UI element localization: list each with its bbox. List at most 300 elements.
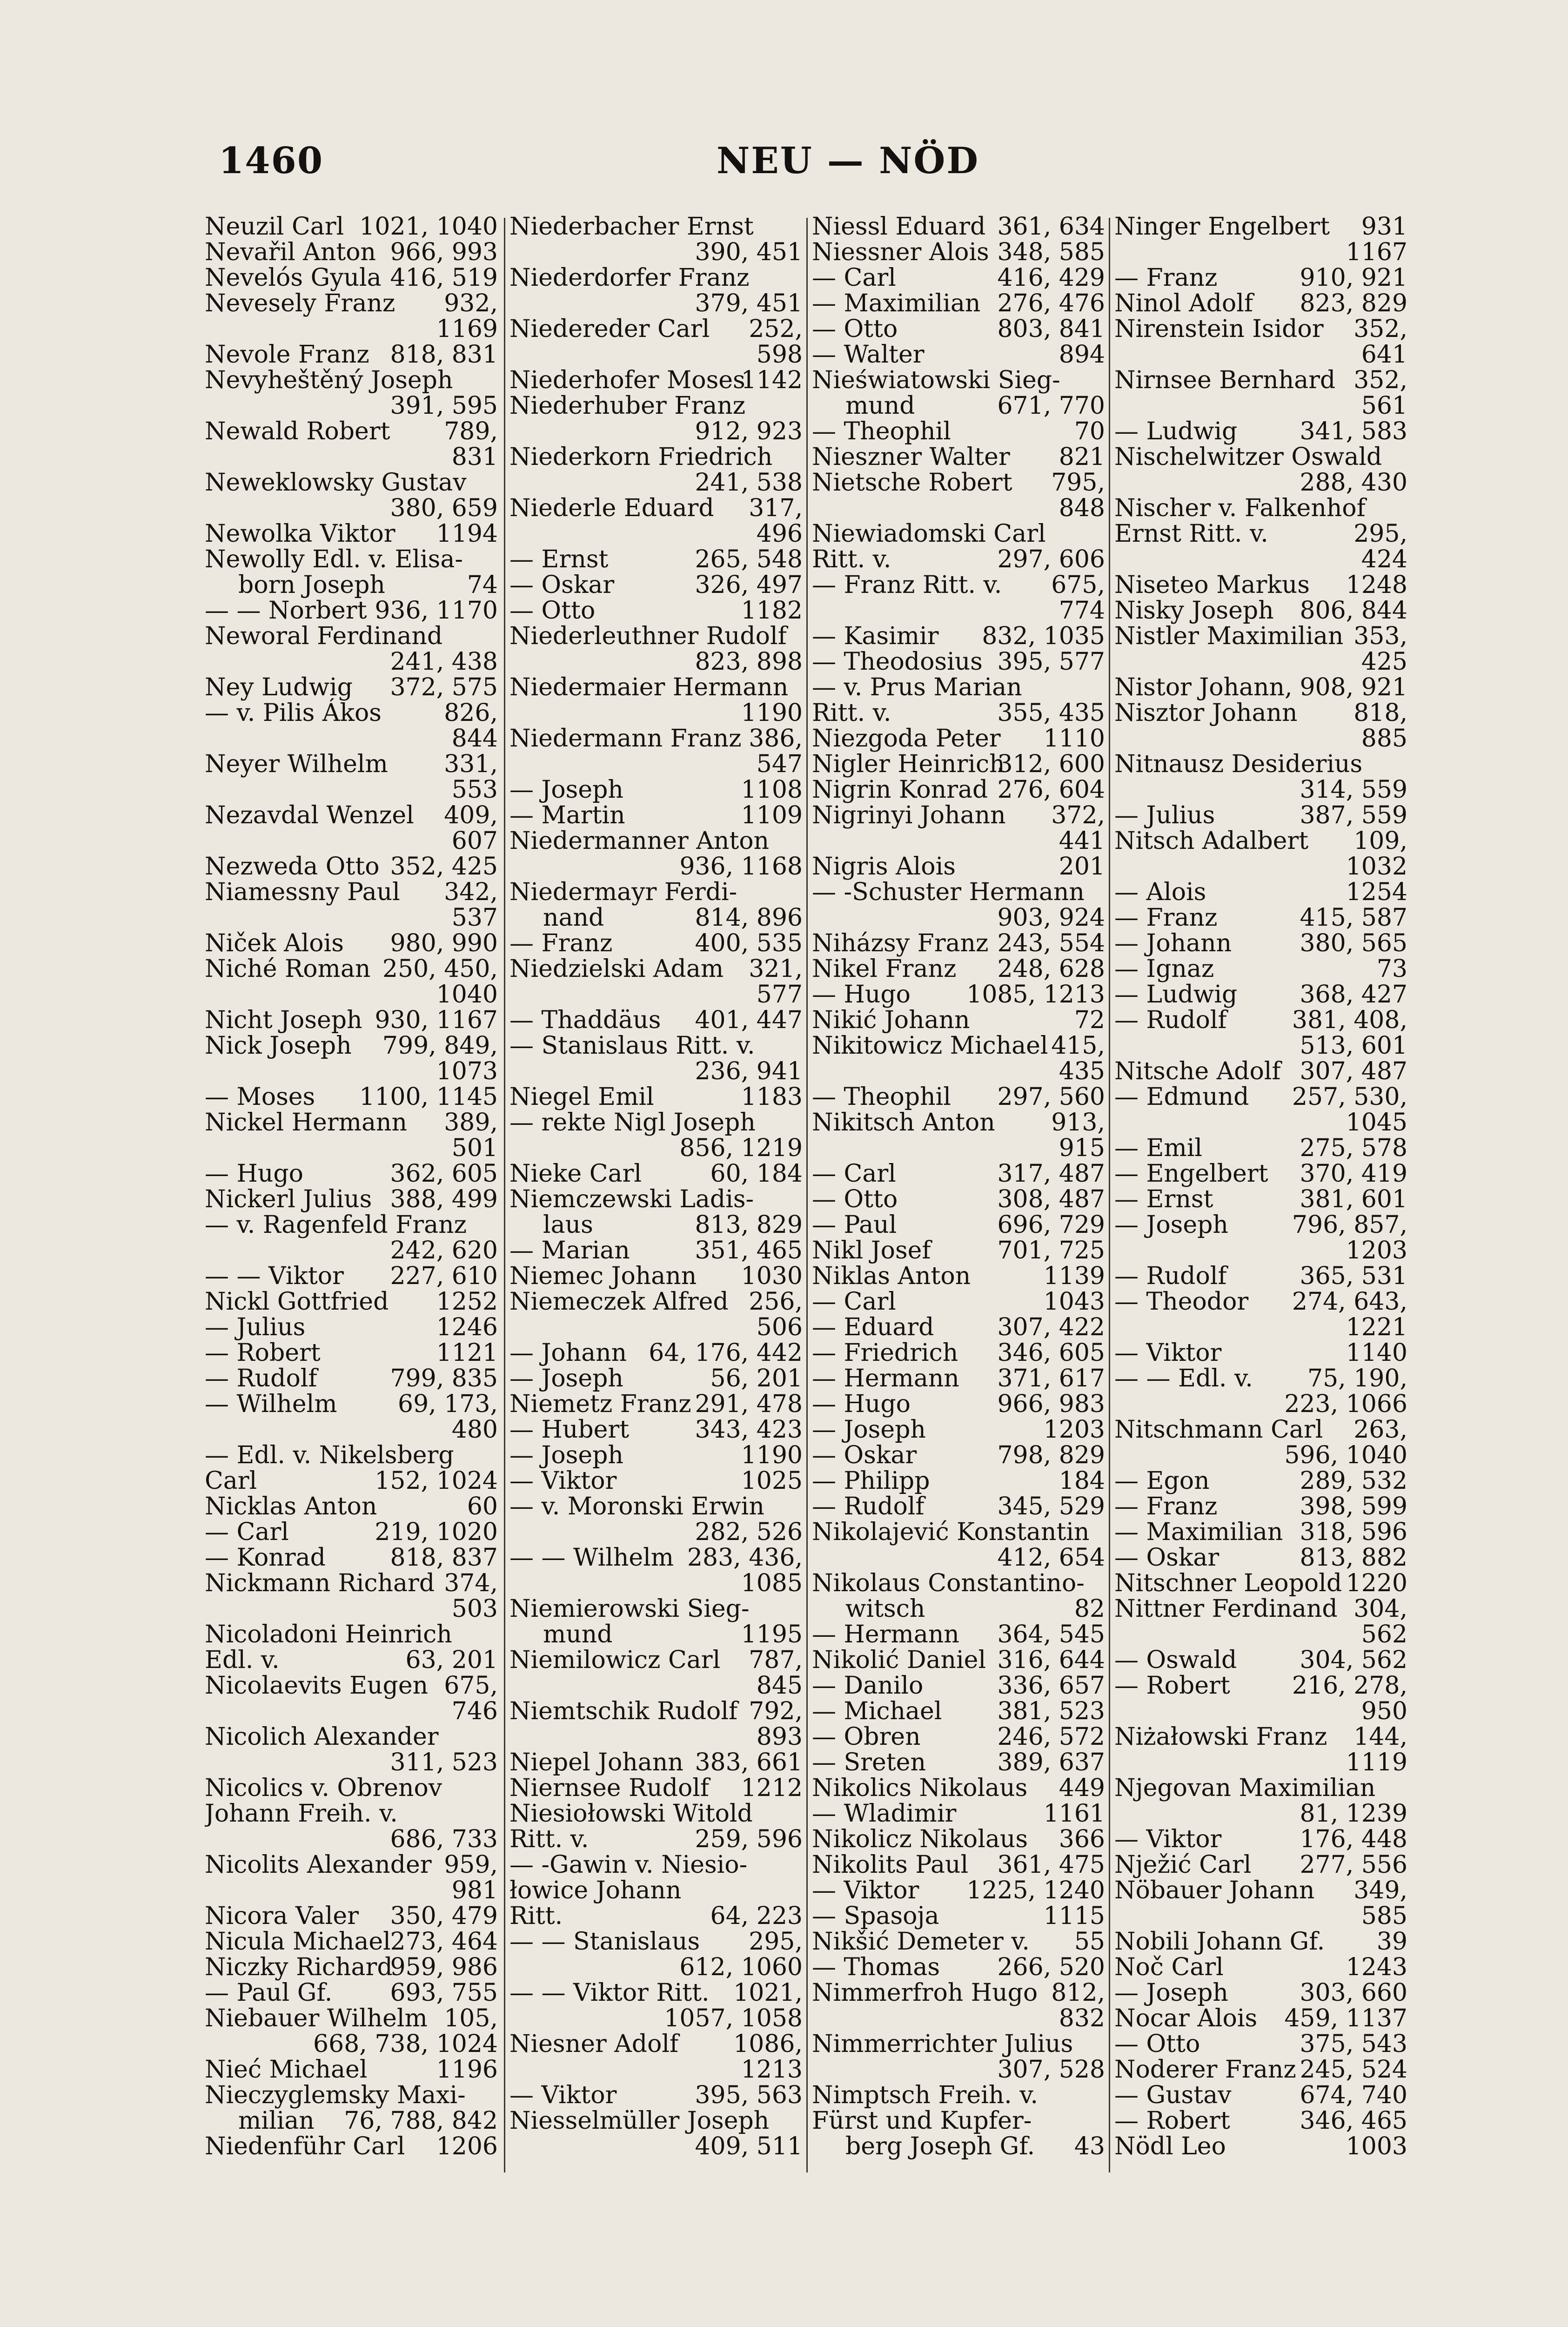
entry-name: Niedermayr Ferdi-: [509, 878, 737, 906]
entry-page-refs: 598: [756, 341, 803, 369]
entry-page-refs: 1225, 1240: [966, 1876, 1105, 1904]
index-entry: [812, 265, 1105, 291]
entry-page-refs: 931: [1361, 214, 1407, 241]
entry-page-refs: 668, 738, 1024: [313, 2030, 498, 2058]
index-entry: [812, 1903, 1105, 1929]
entry-name: Niessner Alois: [812, 238, 989, 266]
entry-page-refs: 70: [1074, 417, 1105, 445]
index-entry: [205, 1264, 498, 1289]
entry-name: — Edl. v. Nikelsberg: [205, 1441, 454, 1469]
entry-name: — -Gawin v. Niesio-: [509, 1851, 748, 1879]
index-entry: [812, 2006, 1105, 2031]
entry-name: — Hermann: [812, 1621, 959, 1648]
index-entry: [509, 956, 803, 982]
entry-page-refs: 696, 729: [997, 1211, 1105, 1239]
index-entry: [205, 1750, 498, 1776]
entry-name: Niché Roman: [205, 955, 371, 983]
entry-name: — Ernst: [509, 545, 609, 573]
entry-name: Niederbacher Ernst: [509, 214, 754, 241]
entry-name: Nicolaevits Eugen: [205, 1672, 429, 1700]
entry-page-refs: 265, 548: [695, 545, 803, 573]
entry-name: Niedermanner Anton: [509, 827, 770, 855]
index-entry: [1114, 1980, 1407, 2006]
index-entry: [812, 2083, 1105, 2108]
entry-page-refs: 537: [451, 904, 498, 932]
entry-name: — Maximilian: [1114, 1518, 1283, 1546]
index-entry: [205, 1008, 498, 1033]
entry-page-refs: 1243: [1346, 1953, 1407, 1981]
entry-name: Ernst Ritt. v.: [1114, 520, 1268, 548]
index-entry: [812, 444, 1105, 470]
entry-name: witsch: [845, 1595, 925, 1623]
entry-page-refs: 252,: [749, 315, 803, 343]
entry-name: Nickel Hermann: [205, 1109, 407, 1137]
entry-page-refs: 370, 419: [1300, 1160, 1407, 1188]
entry-page-refs: 823, 829: [1300, 289, 1407, 317]
index-entry: [812, 496, 1105, 521]
entry-page-refs: 283, 436,: [687, 1544, 803, 1572]
index-entry: [205, 1622, 498, 1648]
entry-name: Niemeczek Alfred: [509, 1288, 729, 1316]
entry-page-refs: 675,: [444, 1672, 498, 1700]
index-entry: [205, 1903, 498, 1929]
index-entry: [509, 2006, 803, 2031]
entry-name: Nittner Ferdinand: [1114, 1595, 1338, 1623]
entry-page-refs: 795,: [1051, 469, 1105, 497]
index-entry: [509, 1238, 803, 1264]
entry-name: Niezgoda Peter: [812, 725, 1001, 753]
entry-page-refs: 903, 924: [997, 904, 1105, 932]
index-entry: [812, 1980, 1105, 2006]
entry-page-refs: 1025: [741, 1467, 803, 1495]
entry-page-refs: 561: [1361, 392, 1407, 420]
entry-page-refs: 276, 476: [997, 289, 1105, 317]
entry-name: Nitnausz Desiderius: [1114, 750, 1363, 778]
index-entry: [205, 1443, 498, 1468]
index-entry: [205, 240, 498, 265]
index-entry: [812, 1596, 1105, 1622]
entry-name: Niesiołowski Witold: [509, 1800, 753, 1828]
entry-name: — Marian: [509, 1237, 630, 1264]
index-entry: [812, 1110, 1105, 1136]
entry-name: Niczky Richard: [205, 1953, 393, 1981]
entry-name: — — Wilhelm: [509, 1544, 674, 1572]
index-entry: [1114, 368, 1407, 393]
index-entry: [1114, 905, 1407, 931]
index-entry: [812, 1468, 1105, 1494]
entry-page-refs: 236, 941: [695, 1057, 803, 1085]
index-entry: [812, 393, 1105, 419]
index-entry: [1114, 1673, 1407, 1699]
index-entry: [509, 1980, 803, 2006]
index-entry: [812, 649, 1105, 675]
index-entry: [812, 1545, 1105, 1571]
entry-page-refs: 288, 430: [1300, 469, 1407, 497]
index-entry: [1114, 2083, 1407, 2108]
entry-page-refs: 380, 565: [1300, 929, 1407, 957]
entry-page-refs: 348, 585: [997, 238, 1105, 266]
entry-name: Nezavdal Wenzel: [205, 801, 414, 829]
entry-page-refs: 308, 487: [997, 1185, 1105, 1213]
index-entry: [205, 316, 498, 342]
entry-name: Nieczyglemsky Maxi-: [205, 2081, 466, 2109]
entry-page-refs: 1030: [741, 1262, 803, 1290]
entry-page-refs: 1212: [741, 1774, 803, 1802]
index-entry: [1114, 547, 1407, 572]
index-entry: [812, 1699, 1105, 1724]
entry-name: — Spasoja: [812, 1902, 939, 1930]
entry-page-refs: 612, 1060: [679, 1953, 803, 1981]
entry-page-refs: 266, 520: [997, 1953, 1105, 1981]
index-entry: [509, 368, 803, 393]
entry-name: Niemetz Franz: [509, 1390, 691, 1418]
entry-name: Nigrinyi Johann: [812, 801, 1006, 829]
index-entry: [1114, 2031, 1407, 2057]
entry-page-refs: 675,: [1051, 571, 1105, 599]
entry-name: Nimmerrichter Julius: [812, 2030, 1073, 2058]
entry-page-refs: 959, 986: [390, 1953, 498, 1981]
index-entry: [812, 368, 1105, 393]
index-entry: [812, 726, 1105, 752]
index-entry: [205, 1366, 498, 1392]
entry-page-refs: 553: [451, 776, 498, 804]
entry-page-refs: 257, 530,: [1292, 1083, 1407, 1111]
entry-name: Nick Joseph: [205, 1032, 352, 1060]
entry-page-refs: 1086,: [733, 2030, 803, 2058]
index-entry: [205, 956, 498, 982]
entry-page-refs: 798, 829: [997, 1441, 1105, 1469]
entry-name: Nieszner Walter: [812, 443, 1010, 471]
entry-page-refs: 386,: [749, 725, 803, 753]
entry-page-refs: 893: [756, 1723, 803, 1751]
index-entry: [812, 880, 1105, 905]
entry-name: Niederle Eduard: [509, 494, 714, 522]
index-entry: [812, 1878, 1105, 1903]
entry-name: Nickl Gottfried: [205, 1288, 389, 1316]
entry-name: — Theodor: [1114, 1288, 1249, 1316]
entry-name: Nicolich Alexander: [205, 1723, 439, 1751]
index-entry: [812, 1750, 1105, 1776]
entry-page-refs: 980, 990: [390, 929, 498, 957]
entry-page-refs: 1190: [741, 699, 803, 727]
entry-page-refs: 152, 1024: [375, 1467, 498, 1495]
entry-page-refs: 459, 1137: [1284, 2004, 1407, 2032]
index-entry: [812, 1392, 1105, 1417]
entry-name: — Rudolf: [812, 1493, 925, 1520]
index-entry: [509, 880, 803, 905]
entry-page-refs: 674, 740: [1300, 2081, 1407, 2109]
entry-name: — Ignaz: [1114, 955, 1214, 983]
entry-page-refs: 441: [1059, 827, 1105, 855]
entry-name: Nickmann Richard: [205, 1569, 435, 1597]
entry-name: Nicolits Alexander: [205, 1851, 432, 1879]
index-entry: [509, 1852, 803, 1878]
entry-page-refs: 282, 526: [695, 1518, 803, 1546]
entry-page-refs: 375, 543: [1300, 2030, 1407, 2058]
entry-name: — Danilo: [812, 1672, 924, 1700]
index-entry: [205, 470, 498, 496]
index-entry: [509, 1315, 803, 1340]
index-entry: [509, 1545, 803, 1571]
entry-name: Neworal Ferdinand: [205, 622, 443, 650]
entry-page-refs: 391, 595: [390, 392, 498, 420]
entry-name: Nischelwitzer Oswald: [1114, 443, 1382, 471]
entry-page-refs: 250, 450,: [382, 955, 498, 983]
index-entry: [509, 624, 803, 649]
index-entry: [205, 342, 498, 368]
entry-page-refs: 789,: [444, 417, 498, 445]
entry-name: łowice Johann: [509, 1876, 682, 1904]
index-entry: [1114, 393, 1407, 419]
entry-name: Niederdorfer Franz: [509, 264, 750, 292]
column-3: [812, 214, 1105, 2187]
entry-name: Nicora Valer: [205, 1902, 359, 1930]
index-entry: [1114, 521, 1407, 547]
entry-name: Ritt.: [509, 1902, 563, 1930]
index-entry: [812, 1673, 1105, 1699]
index-entry: [509, 1801, 803, 1827]
entry-page-refs: 295,: [1354, 520, 1407, 548]
index-entry: [205, 1084, 498, 1110]
entry-page-refs: 1161: [1043, 1800, 1105, 1828]
index-entry: [1114, 1571, 1407, 1596]
entry-name: Newolly Edl. v. Elisa-: [205, 545, 463, 573]
index-entry: [205, 1545, 498, 1571]
index-entry: [812, 2134, 1105, 2159]
index-entry: [1114, 1264, 1407, 1289]
entry-name: — Joseph: [509, 1441, 623, 1469]
entry-page-refs: 400, 535: [695, 929, 803, 957]
entry-page-refs: 81, 1239: [1300, 1800, 1407, 1828]
entry-page-refs: 424: [1361, 545, 1407, 573]
index-entry: [1114, 1161, 1407, 1187]
entry-page-refs: 312, 600: [997, 750, 1105, 778]
index-entry: [812, 1929, 1105, 1955]
index-entry: [1114, 1212, 1407, 1238]
index-entry: [812, 956, 1105, 982]
index-entry: [1114, 1443, 1407, 1468]
index-entry: [509, 1059, 803, 1084]
index-entry: [1114, 470, 1407, 496]
index-entry: [812, 1494, 1105, 1520]
entry-name: berg Joseph Gf.: [845, 2132, 1035, 2160]
index-entry: [205, 265, 498, 291]
index-entry: [509, 1750, 803, 1776]
entry-name: — Ludwig: [1114, 981, 1238, 1009]
entry-page-refs: 1040: [436, 981, 498, 1009]
entry-name: Nigris Alois: [812, 853, 956, 881]
entry-page-refs: 449: [1059, 1774, 1105, 1802]
index-entry: [1114, 1340, 1407, 1366]
index-entry: [1114, 291, 1407, 316]
entry-page-refs: 352,: [1354, 366, 1407, 394]
entry-name: Nicht Joseph: [205, 1006, 362, 1034]
entry-name: — Otto: [509, 597, 596, 625]
entry-name: — Stanislaus Ritt. v.: [509, 1032, 755, 1060]
entry-page-refs: 910, 921: [1300, 264, 1407, 292]
entry-page-refs: 351, 465: [695, 1237, 803, 1264]
entry-page-refs: 1142: [741, 366, 803, 394]
entry-page-refs: 1221: [1346, 1313, 1407, 1341]
entry-page-refs: 273, 464: [390, 1928, 498, 1956]
entry-name: Nikitowicz Michael: [812, 1032, 1048, 1060]
entry-name: Fürst und Kupfer-: [812, 2107, 1032, 2135]
entry-name: — Viktor: [509, 1467, 617, 1495]
index-entry: [1114, 649, 1407, 675]
entry-name: — Alois: [1114, 878, 1206, 906]
entry-page-refs: 1073: [436, 1057, 498, 1085]
entry-page-refs: 401, 447: [695, 1006, 803, 1034]
entry-page-refs: 374,: [444, 1569, 498, 1597]
entry-name: Nirnsee Bernhard: [1114, 366, 1336, 394]
entry-name: Ninger Engelbert: [1114, 214, 1330, 241]
entry-name: — Konrad: [205, 1544, 326, 1572]
index-entry: [509, 1417, 803, 1443]
entry-page-refs: 381, 523: [997, 1697, 1105, 1725]
index-entry: [205, 444, 498, 470]
entry-page-refs: 1110: [1043, 725, 1105, 753]
index-entry: [205, 803, 498, 828]
entry-page-refs: 289, 532: [1300, 1467, 1407, 1495]
index-entry: [1114, 803, 1407, 828]
entry-page-refs: 291, 478: [695, 1390, 803, 1418]
entry-page-refs: 701, 725: [997, 1237, 1105, 1264]
entry-page-refs: 1021,: [733, 1979, 803, 2007]
entry-name: — Wilhelm: [205, 1390, 337, 1418]
entry-page-refs: 915: [1059, 1134, 1105, 1162]
entry-page-refs: 826,: [444, 699, 498, 727]
entry-page-refs: 307, 528: [997, 2056, 1105, 2084]
entry-page-refs: 412, 654: [997, 1544, 1105, 1572]
entry-page-refs: 671, 770: [997, 392, 1105, 420]
index-entry: [812, 1161, 1105, 1187]
entry-page-refs: 415,: [1051, 1032, 1105, 1060]
entry-page-refs: 1100, 1145: [359, 1083, 498, 1111]
index-entry: [812, 752, 1105, 777]
index-entry: [509, 777, 803, 803]
entry-page-refs: 275, 578: [1300, 1134, 1407, 1162]
entry-page-refs: 1196: [436, 2056, 498, 2084]
index-entry: [205, 1827, 498, 1852]
index-entry: [205, 1059, 498, 1084]
index-entry: [1114, 726, 1407, 752]
index-entry: [205, 1673, 498, 1699]
entry-name: — Johann: [1114, 929, 1232, 957]
index-entry: [1114, 1136, 1407, 1161]
entry-page-refs: 912, 923: [695, 417, 803, 445]
index-entry: [205, 777, 498, 803]
entry-name: Nicula Michael: [205, 1928, 391, 1956]
entry-page-refs: 349,: [1354, 1876, 1407, 1904]
index-entry: [1114, 214, 1407, 240]
index-entry: [812, 2108, 1105, 2134]
index-entry: [1114, 444, 1407, 470]
index-entry: [1114, 1392, 1407, 1417]
index-entry: [1114, 1366, 1407, 1392]
entry-name: Noderer Franz: [1114, 2056, 1296, 2084]
entry-name: — Hugo: [812, 981, 911, 1009]
entry-name: Niederleuthner Rudolf: [509, 622, 787, 650]
entry-name: Nigler Heinrich: [812, 750, 1005, 778]
entry-page-refs: 1252: [436, 1288, 498, 1316]
entry-page-refs: 60, 184: [710, 1160, 803, 1188]
index-entry: [205, 2057, 498, 2083]
index-entry: [812, 1443, 1105, 1468]
entry-name: Niżałowski Franz: [1114, 1723, 1327, 1751]
entry-name: Nevesely Franz: [205, 289, 395, 317]
index-entry: [1114, 240, 1407, 265]
index-entry: [1114, 1545, 1407, 1571]
entry-page-refs: 245, 524: [1300, 2056, 1407, 2084]
entry-page-refs: 894: [1059, 341, 1105, 369]
entry-name: — Otto: [812, 315, 898, 343]
index-entry: [1114, 880, 1407, 905]
entry-page-refs: 792,: [749, 1697, 803, 1725]
entry-page-refs: 1254: [1346, 878, 1407, 906]
entry-name: — v. Ragenfeld Franz: [205, 1211, 467, 1239]
entry-name: — Paul Gf.: [205, 1979, 333, 2007]
entry-name: — Oskar: [1114, 1544, 1220, 1572]
entry-name: — Otto: [812, 1185, 898, 1213]
index-entry: [812, 1520, 1105, 1545]
entry-page-refs: 1043: [1043, 1288, 1105, 1316]
index-entry: [1114, 1801, 1407, 1827]
entry-name: Newolka Viktor: [205, 520, 395, 548]
index-entry: [205, 1392, 498, 1417]
entry-name: Nevelós Gyula: [205, 264, 382, 292]
index-entry: [205, 598, 498, 624]
index-entry: [509, 982, 803, 1008]
index-entry: [509, 1673, 803, 1699]
entry-page-refs: 425: [1361, 648, 1407, 676]
index-entry: [509, 1161, 803, 1187]
index-entry: [1114, 1110, 1407, 1136]
entry-page-refs: 1119: [1346, 1749, 1407, 1776]
entry-page-refs: 362, 605: [390, 1160, 498, 1188]
entry-page-refs: 381, 601: [1300, 1185, 1407, 1213]
index-entry: [509, 1187, 803, 1212]
index-entry: [812, 1340, 1105, 1366]
entry-page-refs: 321,: [749, 955, 803, 983]
index-entry: [1114, 265, 1407, 291]
entry-name: Nieświatowski Sieg-: [812, 366, 1060, 394]
entry-name: Nikšić Demeter v.: [812, 1928, 1030, 1956]
index-entry: [509, 547, 803, 572]
entry-name: Ney Ludwig: [205, 673, 353, 701]
index-entry: [812, 214, 1105, 240]
index-entry: [205, 1929, 498, 1955]
entry-page-refs: 796, 857,: [1292, 1211, 1407, 1239]
index-entry: [205, 547, 498, 572]
entry-name: — Franz: [509, 929, 613, 957]
entry-page-refs: 43: [1074, 2132, 1105, 2160]
index-entry: [812, 905, 1105, 931]
column-2: [509, 214, 803, 2187]
entry-page-refs: 366: [1059, 1825, 1105, 1853]
entry-name: Niedereder Carl: [509, 315, 710, 343]
index-entry: [205, 1289, 498, 1315]
entry-name: Nikolić Daniel: [812, 1646, 986, 1674]
index-entry: [1114, 777, 1407, 803]
entry-name: Nickerl Julius: [205, 1185, 372, 1213]
entry-name: Niederkorn Friedrich: [509, 443, 773, 471]
entry-page-refs: 813, 829: [695, 1211, 803, 1239]
entry-page-refs: 686, 733: [390, 1825, 498, 1853]
index-entry: [509, 649, 803, 675]
entry-name: Niedermann Franz: [509, 725, 742, 753]
entry-name: laus: [543, 1211, 593, 1239]
entry-page-refs: 176, 448: [1300, 1825, 1407, 1853]
